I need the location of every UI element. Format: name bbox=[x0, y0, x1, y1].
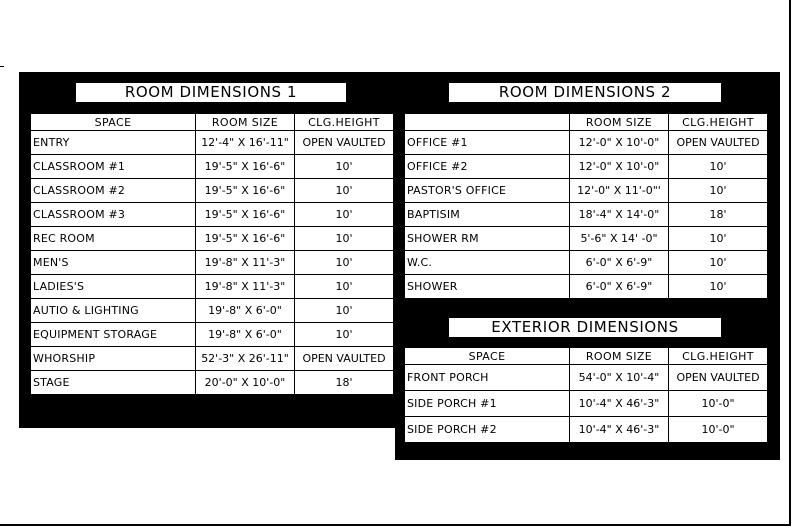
clg-height-cell: 10'-0" bbox=[669, 391, 768, 417]
space-cell: CLASSROOM #1 bbox=[31, 155, 196, 179]
clg-height-cell: 10' bbox=[295, 155, 394, 179]
space-cell: SIDE PORCH #1 bbox=[405, 391, 570, 417]
room-dimensions-1-table bbox=[30, 113, 394, 395]
clg-height-cell: 10' bbox=[295, 251, 394, 275]
room-size-cell: 12'-4" X 16'-11" bbox=[196, 131, 295, 155]
column-header-space bbox=[405, 114, 570, 131]
clg-height-cell: 10' bbox=[295, 227, 394, 251]
room-size-cell: 52'-3" X 26'-11" bbox=[196, 347, 295, 371]
room-size-cell: 6'-0" X 6'-9" bbox=[570, 251, 669, 275]
room-size-cell: 5'-6" X 14' -0" bbox=[570, 227, 669, 251]
clg-height-cell: OPEN VAULTED bbox=[295, 347, 394, 371]
table-row bbox=[405, 275, 768, 299]
header-row bbox=[405, 348, 768, 365]
clg-height-cell: 10' bbox=[669, 251, 768, 275]
clg-height-cell: 10' bbox=[669, 179, 768, 203]
room-size-cell: 19'-5" X 16'-6" bbox=[196, 155, 295, 179]
space-cell: MEN'S bbox=[31, 251, 196, 275]
space-cell: OFFICE #1 bbox=[405, 131, 570, 155]
column-header-space: SPACE bbox=[405, 348, 570, 365]
room-size-cell: 19'-5" X 16'-6" bbox=[196, 227, 295, 251]
clg-height-cell: 18' bbox=[669, 203, 768, 227]
clg-height-cell: 18' bbox=[295, 371, 394, 395]
space-cell: EQUIPMENT STORAGE bbox=[31, 323, 196, 347]
room-size-cell: 10'-4" X 46'-3" bbox=[570, 417, 669, 443]
space-cell: ENTRY bbox=[31, 131, 196, 155]
clg-height-cell: 10' bbox=[295, 275, 394, 299]
room-size-cell: 12'-0" X 10'-0" bbox=[570, 155, 669, 179]
clg-height-cell: OPEN VAULTED bbox=[669, 131, 768, 155]
table-row bbox=[31, 323, 394, 347]
table-row bbox=[31, 131, 394, 155]
space-cell: SIDE PORCH #2 bbox=[405, 417, 570, 443]
clg-height-cell: 10' bbox=[669, 275, 768, 299]
column-header-space: SPACE bbox=[31, 114, 196, 131]
space-cell: AUTIO & LIGHTING bbox=[31, 299, 196, 323]
table-row bbox=[31, 227, 394, 251]
clg-height-cell: OPEN VAULTED bbox=[669, 365, 768, 391]
clg-height-cell: 10' bbox=[669, 227, 768, 251]
clg-height-cell: 10' bbox=[295, 299, 394, 323]
room-size-cell: 19'-5" X 16'-6" bbox=[196, 203, 295, 227]
column-header-clg-height: CLG.HEIGHT bbox=[669, 348, 768, 365]
table-row bbox=[405, 131, 768, 155]
space-cell: W.C. bbox=[405, 251, 570, 275]
space-cell: BAPTISIM bbox=[405, 203, 570, 227]
clg-height-cell: OPEN VAULTED bbox=[295, 131, 394, 155]
clg-height-cell: 10' bbox=[295, 179, 394, 203]
table-row bbox=[31, 299, 394, 323]
clg-height-cell: 10' bbox=[295, 323, 394, 347]
table-row bbox=[405, 251, 768, 275]
table-row bbox=[31, 347, 394, 371]
room-size-cell: 18'-4" X 14'-0" bbox=[570, 203, 669, 227]
space-cell: SHOWER bbox=[405, 275, 570, 299]
space-cell: REC ROOM bbox=[31, 227, 196, 251]
room-size-cell: 20'-0" X 10'-0" bbox=[196, 371, 295, 395]
room-size-cell: 10'-4" X 46'-3" bbox=[570, 391, 669, 417]
table-row bbox=[405, 203, 768, 227]
table-row bbox=[31, 203, 394, 227]
column-header-room-size: ROOM SIZE bbox=[570, 114, 669, 131]
room-size-cell: 19'-8" X 6'-0" bbox=[196, 323, 295, 347]
exterior-dimensions-table bbox=[404, 347, 768, 443]
table-row bbox=[31, 179, 394, 203]
clg-height-cell: 10' bbox=[295, 203, 394, 227]
exterior-dimensions-title: EXTERIOR DIMENSIONS bbox=[449, 318, 721, 337]
header-row bbox=[31, 114, 394, 131]
table-row bbox=[405, 365, 768, 391]
column-header-room-size: ROOM SIZE bbox=[196, 114, 295, 131]
table-row bbox=[405, 155, 768, 179]
room-size-cell: 19'-8" X 11'-3" bbox=[196, 251, 295, 275]
room-dimensions-2-table bbox=[404, 113, 768, 299]
table-row bbox=[31, 155, 394, 179]
room-size-cell: 19'-8" X 11'-3" bbox=[196, 275, 295, 299]
column-header-room-size: ROOM SIZE bbox=[570, 348, 669, 365]
space-cell: STAGE bbox=[31, 371, 196, 395]
space-cell: OFFICE #2 bbox=[405, 155, 570, 179]
space-cell: CLASSROOM #2 bbox=[31, 179, 196, 203]
space-cell: WHORSHIP bbox=[31, 347, 196, 371]
table-row bbox=[31, 251, 394, 275]
table-row bbox=[405, 227, 768, 251]
column-header-clg-height: CLG.HEIGHT bbox=[669, 114, 768, 131]
space-cell: CLASSROOM #3 bbox=[31, 203, 196, 227]
space-cell: SHOWER RM bbox=[405, 227, 570, 251]
room-dimensions-2-title: ROOM DIMENSIONS 2 bbox=[449, 83, 721, 102]
room-size-cell: 19'-8" X 6'-0" bbox=[196, 299, 295, 323]
room-size-cell: 12'-0" X 11'-0"' bbox=[570, 179, 669, 203]
table-row bbox=[31, 275, 394, 299]
column-header-clg-height: CLG.HEIGHT bbox=[295, 114, 394, 131]
table-row bbox=[405, 179, 768, 203]
room-dimensions-1-title: ROOM DIMENSIONS 1 bbox=[76, 83, 346, 102]
border-tick bbox=[0, 66, 4, 67]
room-size-cell: 6'-0" X 6'-9" bbox=[570, 275, 669, 299]
clg-height-cell: 10' bbox=[669, 155, 768, 179]
room-size-cell: 19'-5" X 16'-6" bbox=[196, 179, 295, 203]
space-cell: LADIES'S bbox=[31, 275, 196, 299]
space-cell: FRONT PORCH bbox=[405, 365, 570, 391]
table-row bbox=[405, 391, 768, 417]
table-row bbox=[31, 371, 394, 395]
room-size-cell: 54'-0" X 10'-4" bbox=[570, 365, 669, 391]
table-row bbox=[405, 417, 768, 443]
header-row bbox=[405, 114, 768, 131]
space-cell: PASTOR'S OFFICE bbox=[405, 179, 570, 203]
room-size-cell: 12'-0" X 10'-0" bbox=[570, 131, 669, 155]
clg-height-cell: 10'-0" bbox=[669, 417, 768, 443]
